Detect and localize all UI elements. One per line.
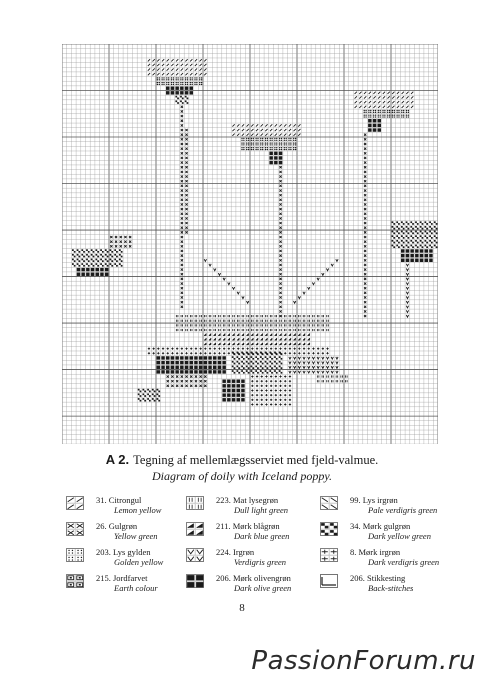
symbol-x-icon bbox=[66, 522, 84, 536]
legend-danish: Lys gylden bbox=[113, 547, 151, 557]
legend-danish: Irgrøn bbox=[233, 547, 255, 557]
figure-label: A 2. bbox=[105, 452, 130, 467]
legend-english: Dark blue green bbox=[234, 531, 290, 541]
caption-title bbox=[0, 452, 484, 468]
legend-danish: Mat lysegrøn bbox=[233, 495, 279, 505]
legend-danish: Jordfarvet bbox=[113, 573, 148, 583]
legend-english: Earth colour bbox=[114, 583, 158, 593]
legend-danish: Stikkesting bbox=[367, 573, 406, 583]
page-number: 8 bbox=[239, 602, 245, 614]
legend-danish: Citrongul bbox=[108, 495, 142, 505]
legend-code: 26. bbox=[96, 521, 107, 531]
legend-code: 203. bbox=[96, 547, 111, 557]
legend-danish: Lys irgrøn bbox=[362, 495, 398, 505]
legend-code: 99. bbox=[350, 495, 361, 505]
symbol-checker-icon bbox=[320, 522, 338, 536]
legend-english: Yellow green bbox=[114, 531, 158, 541]
stitch-grid bbox=[62, 44, 438, 444]
symbol-solid-icon bbox=[186, 574, 204, 588]
legend-english: Golden yellow bbox=[114, 557, 164, 567]
figure-title: Tegning af mellemlægsserviet med fjeld-valmue. bbox=[133, 453, 379, 467]
legend-danish: Mørk irgrøn bbox=[358, 547, 401, 557]
cross-stitch-chart bbox=[62, 44, 438, 444]
legend-code: 223. bbox=[216, 495, 231, 505]
legend-code: 206. bbox=[216, 573, 231, 583]
legend-code: 8. bbox=[350, 547, 357, 557]
legend-code: 31. bbox=[96, 495, 107, 505]
symbol-half-icon bbox=[186, 522, 204, 536]
legend-english: Pale verdigris green bbox=[368, 505, 438, 515]
legend-code: 215. bbox=[96, 573, 111, 583]
legend-danish: Mørk blågrøn bbox=[232, 521, 280, 531]
legend-english: Dark yellow green bbox=[368, 531, 431, 541]
legend-english: Dark verdigris green bbox=[368, 557, 440, 567]
symbol-slash-icon bbox=[66, 496, 84, 510]
legend-danish: Mørk olivengrøn bbox=[233, 573, 291, 583]
caption-subtitle: Diagram of doily with Iceland poppy. bbox=[152, 469, 332, 483]
legend-english: Back-stitches bbox=[368, 583, 414, 593]
legend-english: Dull light green bbox=[234, 505, 288, 515]
legend-danish: Gulgrøn bbox=[108, 521, 138, 531]
legend-english: Verdigris green bbox=[234, 557, 287, 567]
symbol-frame-icon bbox=[66, 574, 84, 588]
legend-code: 211. bbox=[216, 521, 231, 531]
legend-danish: Mørk gulgrøn bbox=[362, 521, 411, 531]
symbol-dots-icon bbox=[66, 548, 84, 562]
grid-lines bbox=[62, 44, 438, 444]
symbol-backslash-icon bbox=[320, 496, 338, 510]
legend-code: 206. bbox=[350, 573, 365, 583]
legend-english: Lemon yellow bbox=[114, 505, 162, 515]
symbol-plus-icon bbox=[320, 548, 338, 562]
legend-english: Dark olive green bbox=[234, 583, 292, 593]
symbol-v-icon bbox=[186, 548, 204, 562]
symbol-line-icon bbox=[320, 574, 338, 588]
legend-code: 34. bbox=[350, 521, 361, 531]
symbol-bars-icon bbox=[186, 496, 204, 510]
watermark-logo: PassionForum.ru bbox=[251, 646, 476, 676]
legend-code: 224. bbox=[216, 547, 231, 557]
